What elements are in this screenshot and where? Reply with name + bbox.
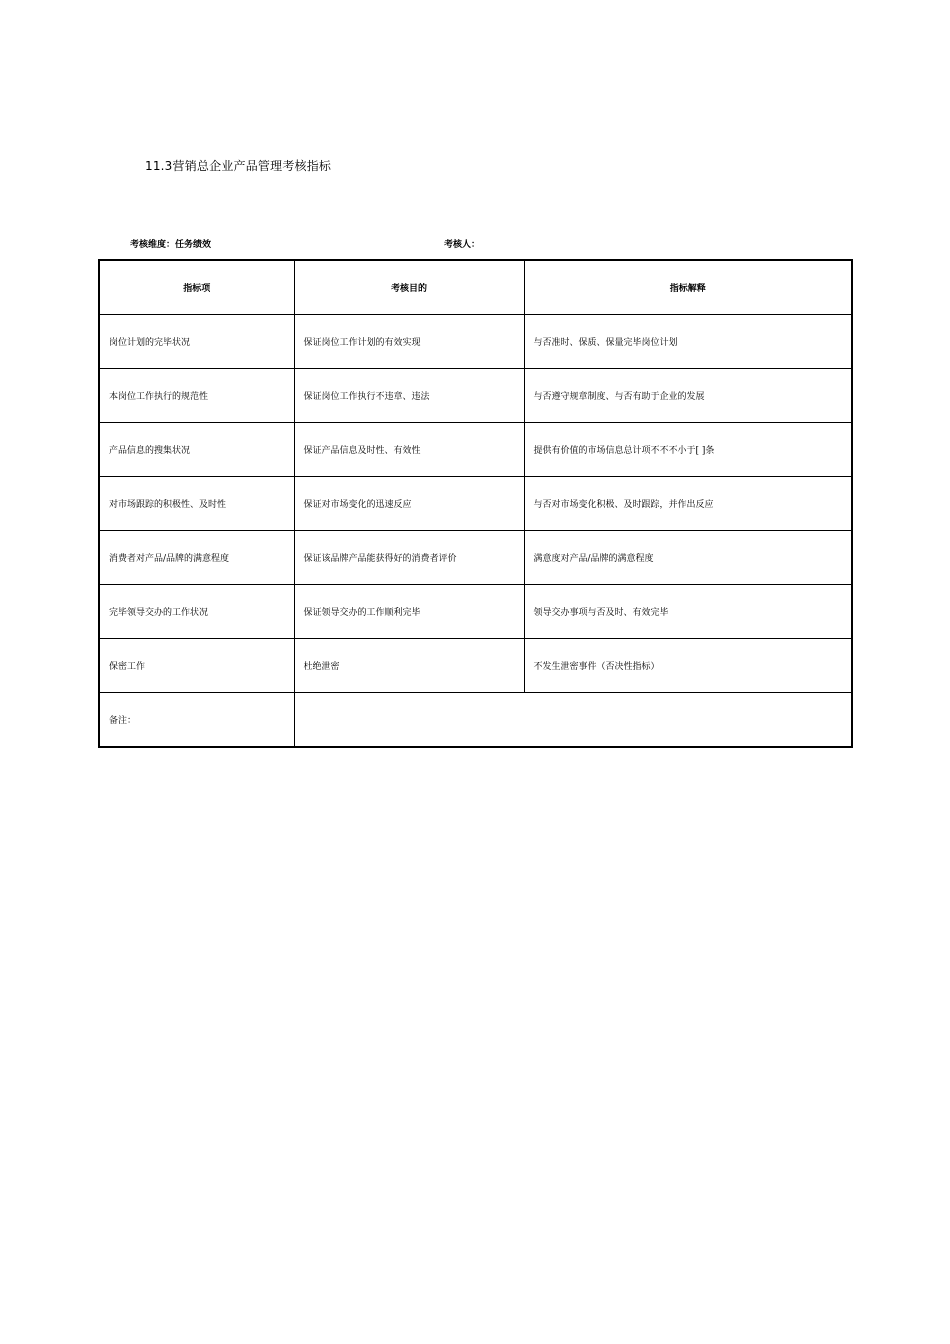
header-explanation: 指标解释 — [524, 260, 852, 315]
assessment-table — [98, 259, 853, 748]
remark-row — [99, 693, 852, 748]
table-row — [99, 639, 852, 693]
table-row — [99, 315, 852, 369]
explanation-cell: 领导交办事项与否及时、有效完毕 — [524, 585, 852, 639]
explanation-cell: 与否对市场变化积极、及时跟踪，并作出反应 — [524, 477, 852, 531]
indicator-cell: 消费者对产品/品牌的满意程度 — [99, 531, 294, 585]
purpose-cell: 保证岗位工作执行不违章、违法 — [294, 369, 524, 423]
table-row — [99, 585, 852, 639]
purpose-cell: 保证岗位工作计划的有效实现 — [294, 315, 524, 369]
header-indicator: 指标项 — [99, 260, 294, 315]
assessment-dimension: 考核维度：任务绩效 — [130, 240, 212, 250]
table-row — [99, 423, 852, 477]
table-row — [99, 531, 852, 585]
purpose-cell: 保证领导交办的工作顺利完毕 — [294, 585, 524, 639]
explanation-cell: 与否遵守规章制度、与否有助于企业的发展 — [524, 369, 852, 423]
table-row — [99, 477, 852, 531]
table-header-row — [99, 260, 852, 315]
indicator-cell: 完毕领导交办的工作状况 — [99, 585, 294, 639]
explanation-cell: 提供有价值的市场信息总计项不不不小于[ ]条 — [524, 423, 852, 477]
remark-label: 备注： — [99, 693, 294, 748]
purpose-cell: 杜绝泄密 — [294, 639, 524, 693]
indicator-cell: 岗位计划的完毕状况 — [99, 315, 294, 369]
purpose-cell: 保证该品牌产品能获得好的消费者评价 — [294, 531, 524, 585]
purpose-cell: 保证产品信息及时性、有效性 — [294, 423, 524, 477]
page-title: 11.3营销总企业产品管理考核指标 — [145, 159, 332, 173]
explanation-cell: 满意度对产品/品牌的满意程度 — [524, 531, 852, 585]
indicator-cell: 对市场跟踪的积极性、及时性 — [99, 477, 294, 531]
indicator-cell: 保密工作 — [99, 639, 294, 693]
remark-value — [294, 693, 852, 748]
purpose-cell: 保证对市场变化的迅速反应 — [294, 477, 524, 531]
explanation-cell: 不发生泄密事件（否决性指标） — [524, 639, 852, 693]
explanation-cell: 与否准时、保质、保量完毕岗位计划 — [524, 315, 852, 369]
indicator-cell: 产品信息的搜集状况 — [99, 423, 294, 477]
indicator-cell: 本岗位工作执行的规范性 — [99, 369, 294, 423]
table-row — [99, 369, 852, 423]
assessor-label: 考核人： — [444, 240, 481, 250]
header-purpose: 考核目的 — [294, 260, 524, 315]
